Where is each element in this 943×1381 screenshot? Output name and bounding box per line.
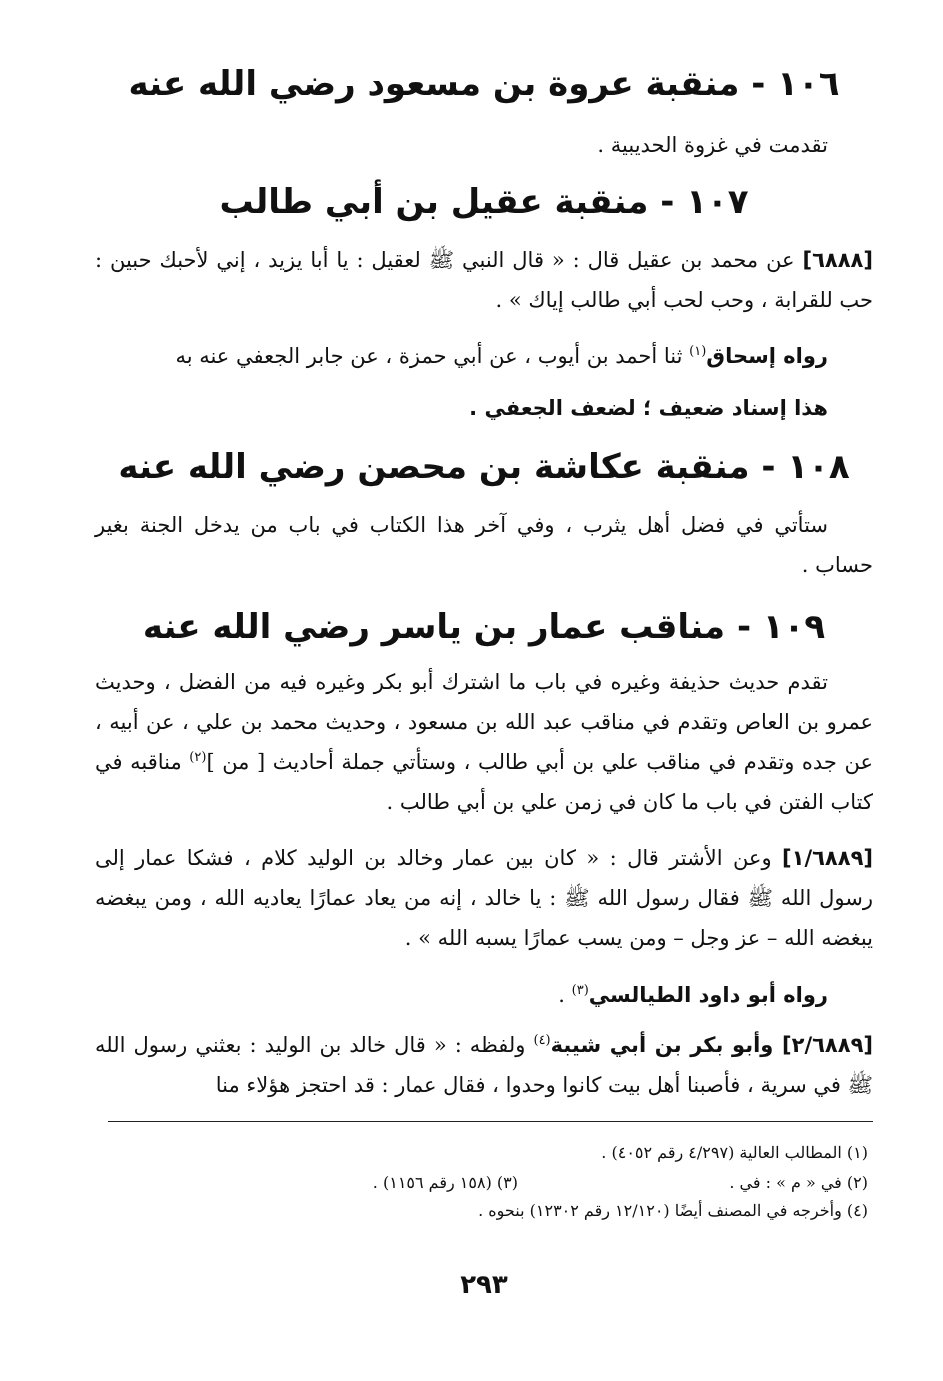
page-number: ٢٩٣: [460, 1270, 508, 1300]
footnote-3: (٣) (١٥٨ رقم ١١٥٦) .: [372, 1173, 518, 1192]
intro-text: تقدم حديث حذيفة وغيره في باب ما اشترك أبو بكر وغيره فيه من الفضل ، وحديث عمرو بن العاص وتقدم في مناقب عبد الله بن مسعود ، وحديث محمد بن علي ، عن أبيه ، عن جده وتقدم في مناقب علي بن أبي طالب ، وستأتي جملة أحاديث [ من ]: [95, 670, 873, 774]
section-106-heading: ١٠٦ - منقبة عروة بن مسعود رضي الله عنه: [128, 64, 840, 104]
footnote-1: (١) المطالب العالية (٤/٢٩٧ رقم ٤٠٥٢) .: [601, 1143, 868, 1162]
intro-end: مناقبه في كتاب الفتن في باب ما كان في زمن علي بن أبي طالب .: [95, 750, 873, 814]
hadith-6888: [95, 240, 873, 320]
hadith-number: [١/٦٨٨٩]: [782, 846, 873, 870]
hadith-number: [٢/٦٨٨٩]: [782, 1033, 873, 1057]
footnote-ref-3: (٣): [571, 983, 589, 998]
hadith-text: ولفظه : « قال خالد بن الوليد : بعثني رسول الله ﷺ في سرية ، فأصبنا أهل بيت كانوا وحدوا ، فقال عمار : قد احتجز هؤلاء منا: [95, 1033, 873, 1097]
section-108-text: ستأتي في فضل أهل يثرب ، وفي آخر هذا الكتاب في باب من يدخل الجنة بغير حساب .: [95, 513, 873, 577]
section-107-heading: ١٠٧ - منقبة عقيل بن أبي طالب: [219, 182, 749, 222]
hadith-6889-1: [95, 838, 873, 958]
section-109-intro: [95, 662, 873, 822]
narrator: وأبو بكر بن أبي شيبة: [550, 1033, 783, 1057]
narrator: رواه أبو داود الطيالسي: [588, 983, 828, 1007]
footnote-4: (٤) وأخرجه في المصنف أيضًا (١٢/١٢٠ رقم ١٢٣٠٢) بنحوه .: [478, 1201, 868, 1220]
footnote-ref-1: (١): [689, 344, 707, 359]
section-108-heading: ١٠٨ - منقبة عكاشة بن محصن رضي الله عنه: [118, 447, 850, 487]
section-106-text: تقدمت في غزوة الحديبية .: [597, 133, 828, 157]
hadith-number: [٦٨٨٨]: [802, 248, 873, 272]
narrator: رواه إسحاق: [706, 344, 828, 368]
footnote-ref-4: (٤): [533, 1033, 551, 1048]
narration-chain: [95, 336, 873, 376]
hadith-6889-2: [95, 1025, 873, 1105]
footnote-2: (٢) في « م » : في .: [729, 1173, 868, 1192]
narrator-end: .: [558, 983, 572, 1007]
page: [95, 0, 873, 1381]
section-109-heading: ١٠٩ - مناقب عمار بن ياسر رضي الله عنه: [142, 607, 826, 647]
hadith-text: وعن الأشتر قال : « كان بين عمار وخالد بن الوليد كلام ، فشكا عمار إلى رسول الله ﷺ فقال رسول الله ﷺ : يا خالد ، إنه من يعاد عمارًا يعاديه الله ، ومن يبغضه يبغضه الله – عز وجل – ومن يسب عمارًا يسبه الله » .: [95, 846, 873, 950]
chain-text: ثنا أحمد بن أيوب ، عن أبي حمزة ، عن جابر الجعفي عنه به: [175, 344, 690, 368]
footnote-rule: [108, 1121, 873, 1122]
hadith-text: عن محمد بن عقيل قال : « قال النبي ﷺ لعقيل : يا أبا يزيد ، إني لأحبك حبين : حب للقرابة ، وحب لحب أبي طالب إياك » .: [95, 248, 873, 312]
grading: هذا إسناد ضعيف ؛ لضعف الجعفي .: [469, 396, 828, 420]
h1-narrator-line: [95, 975, 873, 1015]
footnote-ref-2: (٢): [189, 750, 207, 765]
